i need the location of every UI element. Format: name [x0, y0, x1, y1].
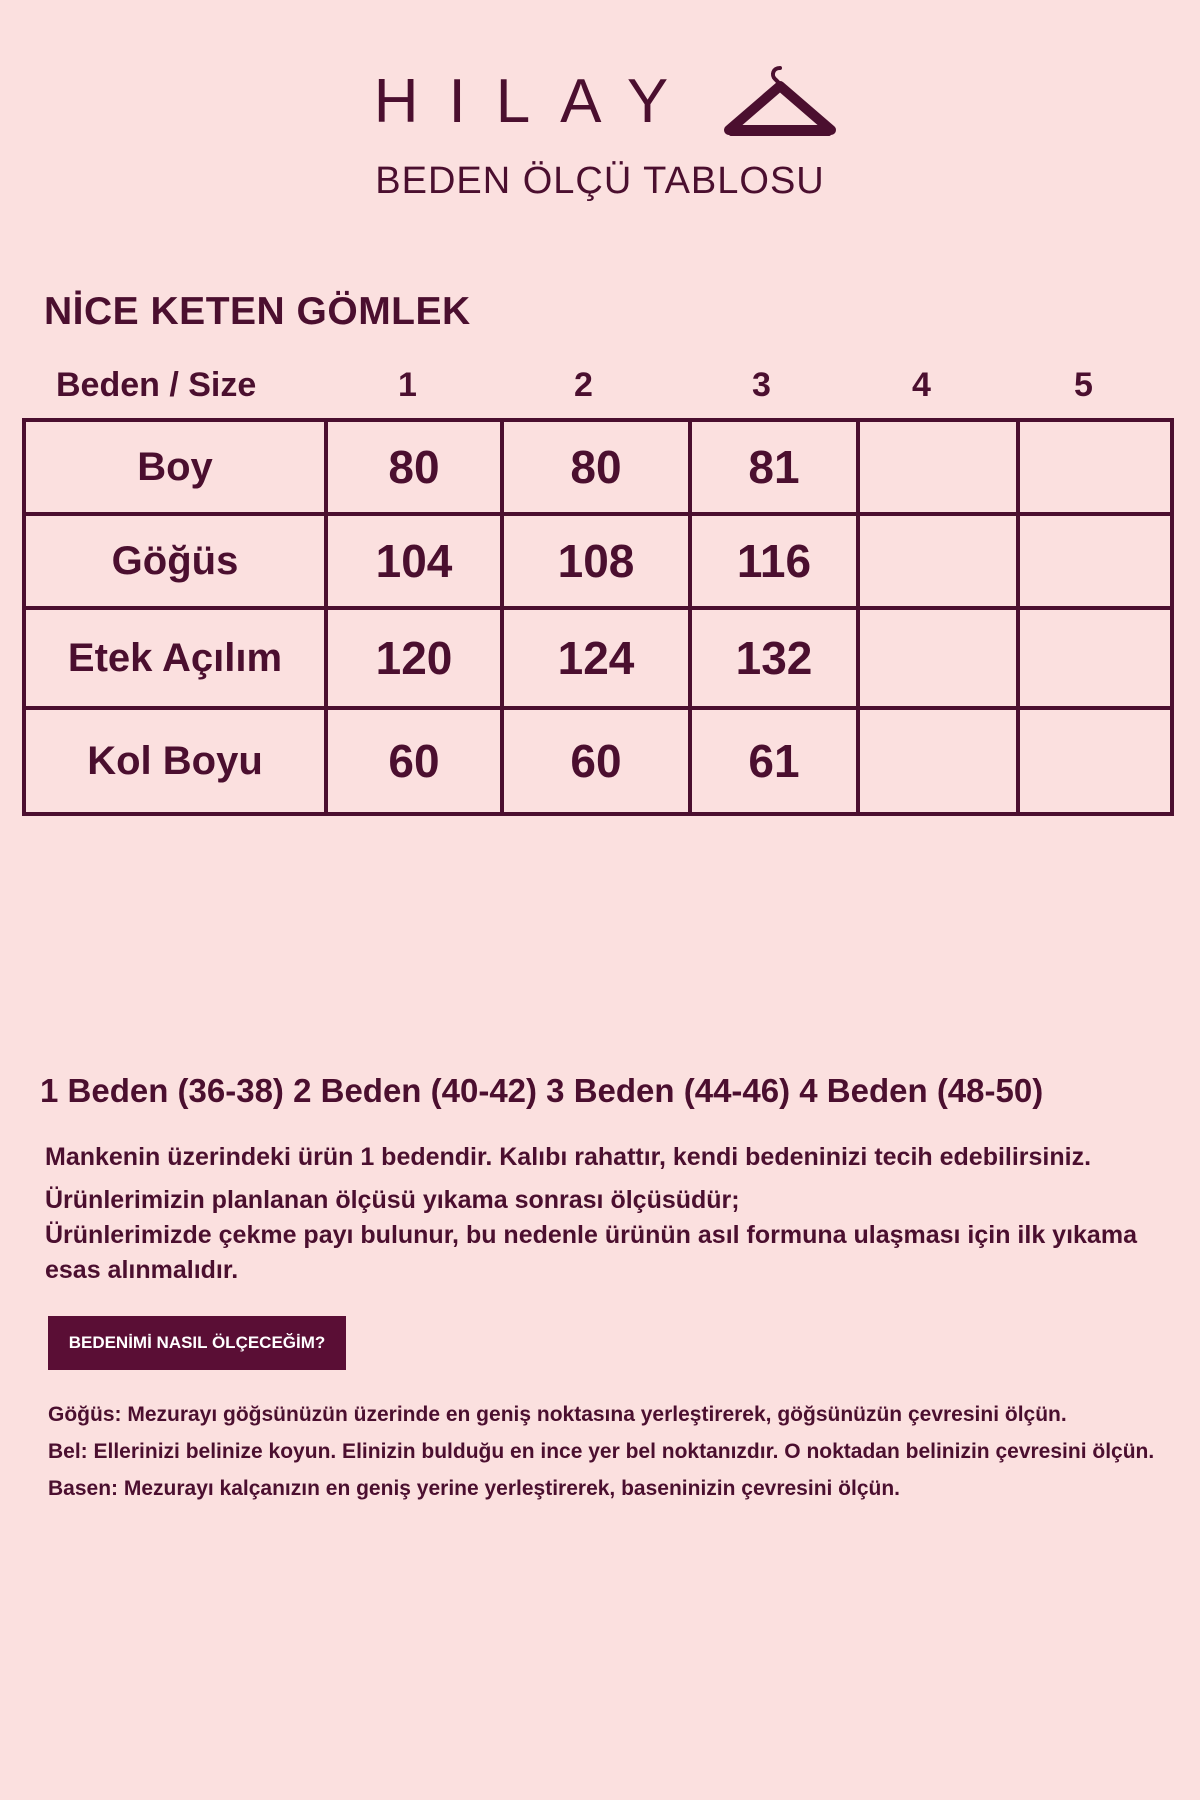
row-label: Göğüs [24, 514, 326, 608]
table-cell: 108 [502, 514, 690, 608]
row-label: Kol Boyu [24, 708, 326, 814]
table-row [24, 420, 1172, 514]
size-header-label: Beden / Size [56, 366, 257, 404]
table-cell [1018, 608, 1172, 708]
how-to-measure-button[interactable]: BEDENİMİ NASIL ÖLÇECEĞİM? [48, 1316, 346, 1370]
size-header-3: 3 [752, 366, 771, 404]
table-cell: 132 [690, 608, 858, 708]
size-ranges: 1 Beden (36-38) 2 Beden (40-42) 3 Beden (44-46) 4 Beden (48-50) [40, 1072, 1044, 1109]
row-label: Etek Açılım [24, 608, 326, 708]
size-header-row [22, 366, 1170, 416]
table-cell [1018, 708, 1172, 814]
page-subtitle: BEDEN ÖLÇÜ TABLOSU [375, 160, 825, 202]
table-cell [858, 608, 1018, 708]
row-label: Boy [24, 420, 326, 514]
product-notes [45, 1140, 1175, 1288]
instruction-waist: Bel: Ellerinizi belinize koyun. Elinizin bulduğu en ince yer bel noktanızdır. O noktadan belinizin çevresini ölçün. [48, 1440, 1155, 1463]
size-header-2: 2 [574, 366, 593, 404]
table-cell: 60 [502, 708, 690, 814]
instruction-hips: Basen: Mezurayı kalçanızın en geniş yerine yerleştirerek, baseninizin çevresini ölçün. [48, 1477, 901, 1500]
table-cell: 104 [326, 514, 502, 608]
measure-note-line1: Ürünlerimizin planlanan ölçüsü yıkama sonrası ölçüsüdür; [45, 1186, 740, 1214]
size-table [22, 418, 1174, 816]
product-title: NİCE KETEN GÖMLEK [44, 290, 471, 333]
brand-logo [10, 62, 1200, 142]
table-cell: 81 [690, 420, 858, 514]
table-cell: 61 [690, 708, 858, 814]
table-cell: 80 [502, 420, 690, 514]
hanger-icon [724, 62, 836, 142]
table-cell: 60 [326, 708, 502, 814]
size-header-5: 5 [1074, 366, 1093, 404]
table-cell: 120 [326, 608, 502, 708]
instruction-chest: Göğüs: Mezurayı göğsünüzün üzerinde en geniş noktasına yerleştirerek, göğsünüzün çevresini ölçün. [48, 1403, 1067, 1426]
table-cell [858, 514, 1018, 608]
table-row [24, 608, 1172, 708]
page-header [0, 62, 1200, 203]
table-cell [1018, 420, 1172, 514]
table-cell [1018, 514, 1172, 608]
table-cell [858, 420, 1018, 514]
table-row [24, 708, 1172, 814]
size-header-4: 4 [912, 366, 931, 404]
table-cell: 80 [326, 420, 502, 514]
brand-name: HILAY [373, 67, 699, 136]
table-cell: 116 [690, 514, 858, 608]
model-note: Mankenin üzerindeki ürün 1 bedendir. Kalıbı rahattır, kendi bedeninizi tecih edebilirsiniz. [45, 1143, 1092, 1171]
size-header-1: 1 [398, 366, 417, 404]
table-row [24, 514, 1172, 608]
measure-note-line2: Ürünlerimizde çekme payı bulunur, bu nedenle ürünün asıl formuna ulaşması için ilk yıkama esas alınmalıdır. [45, 1221, 1137, 1284]
table-cell: 124 [502, 608, 690, 708]
table-cell [858, 708, 1018, 814]
measure-instructions [48, 1400, 1168, 1511]
